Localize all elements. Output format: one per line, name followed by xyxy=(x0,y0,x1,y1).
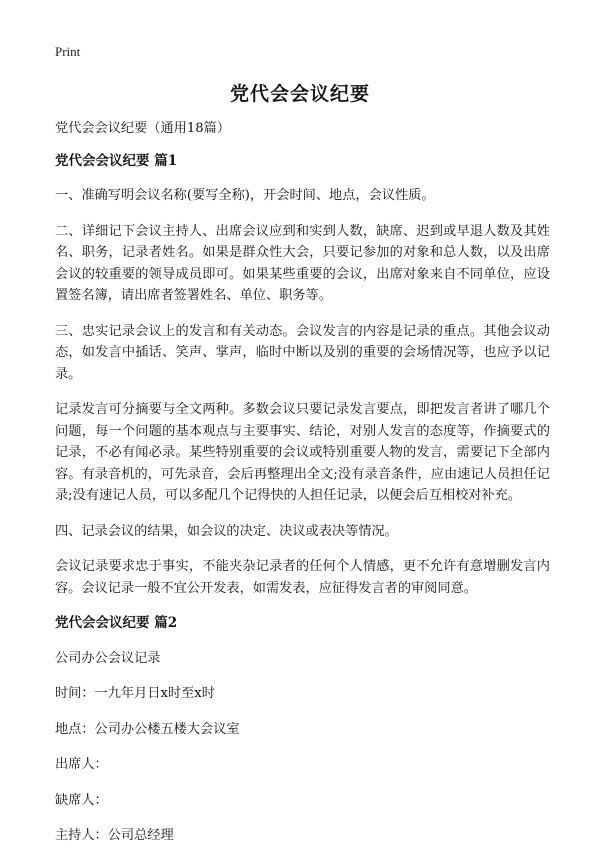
section-heading: 党代会会议纪要 篇2 xyxy=(55,615,178,631)
paragraph: 三、忠实记录会议上的发言和有关动态。会议发言的内容是记录的重点。其他会议动态，如发言中插话、笑声、掌声，临时中断以及别的重要的会场情况等，也应予以记录。 xyxy=(55,323,550,382)
print-label: Print xyxy=(55,44,81,59)
paragraph: 地点：公司办公楼五楼大会议室 xyxy=(55,721,240,737)
paragraph: 主持人：公司总经理 xyxy=(55,828,174,843)
paragraph: 二、详细记下会议主持人、出席会议应到和实到人数，缺席、迟到或早退人数及其姓名、职务，记录者姓名。如果是群众性大会，只要记参加的对象和总人数，以及出席会议的较重要的领导成员即可。如果某些重要的会议，出席对象来自不同单位，应设置签名簿，请出席者签署姓名、单位、职务等。 xyxy=(55,223,550,303)
paragraph: 会议记录要求忠于事实，不能夹杂记录者的任何个人情感，更不允许有意增删发言内容。会议记录一般不宜公开发表，如需发表，应征得发言者的审阅同意。 xyxy=(55,559,550,596)
paragraph: 一、准确写明会议名称(要写全称)，开会时间、地点，会议性质。 xyxy=(55,188,435,203)
section-heading: 党代会会议纪要 篇1 xyxy=(55,152,178,169)
paragraph: 时间：一九年月日x时至x时 xyxy=(55,686,215,701)
paragraph: 出席人： xyxy=(55,757,108,772)
document-body xyxy=(55,118,550,861)
paragraph: 公司办公会议记录 xyxy=(55,650,161,666)
paragraph: 记录发言可分摘要与全文两种。多数会议只要记录发言要点，即把发言者讲了哪几个问题，每一个问题的基本观点与主要事实、结论，对别人发言的态度等，作摘要式的记录，不必有闻必录。某些特别重要的会议或特别重要人物的发言，需要记下全部内容。有录音机的，可先录音，会后再整理出全文;没有录音条件，应由速记人员担任记录;没有速记人员，可以多配几个记得快的人担任记录，以便会后互相校对补充。 xyxy=(55,402,550,503)
document-subtitle: 党代会会议纪要（通用18篇） xyxy=(55,121,231,136)
paragraph: 缺席人： xyxy=(55,792,108,808)
document-title: 党代会会议纪要 xyxy=(229,83,370,105)
paragraph: 四、记录会议的结果，如会议的决定、决议或表决等情况。 xyxy=(55,523,398,539)
